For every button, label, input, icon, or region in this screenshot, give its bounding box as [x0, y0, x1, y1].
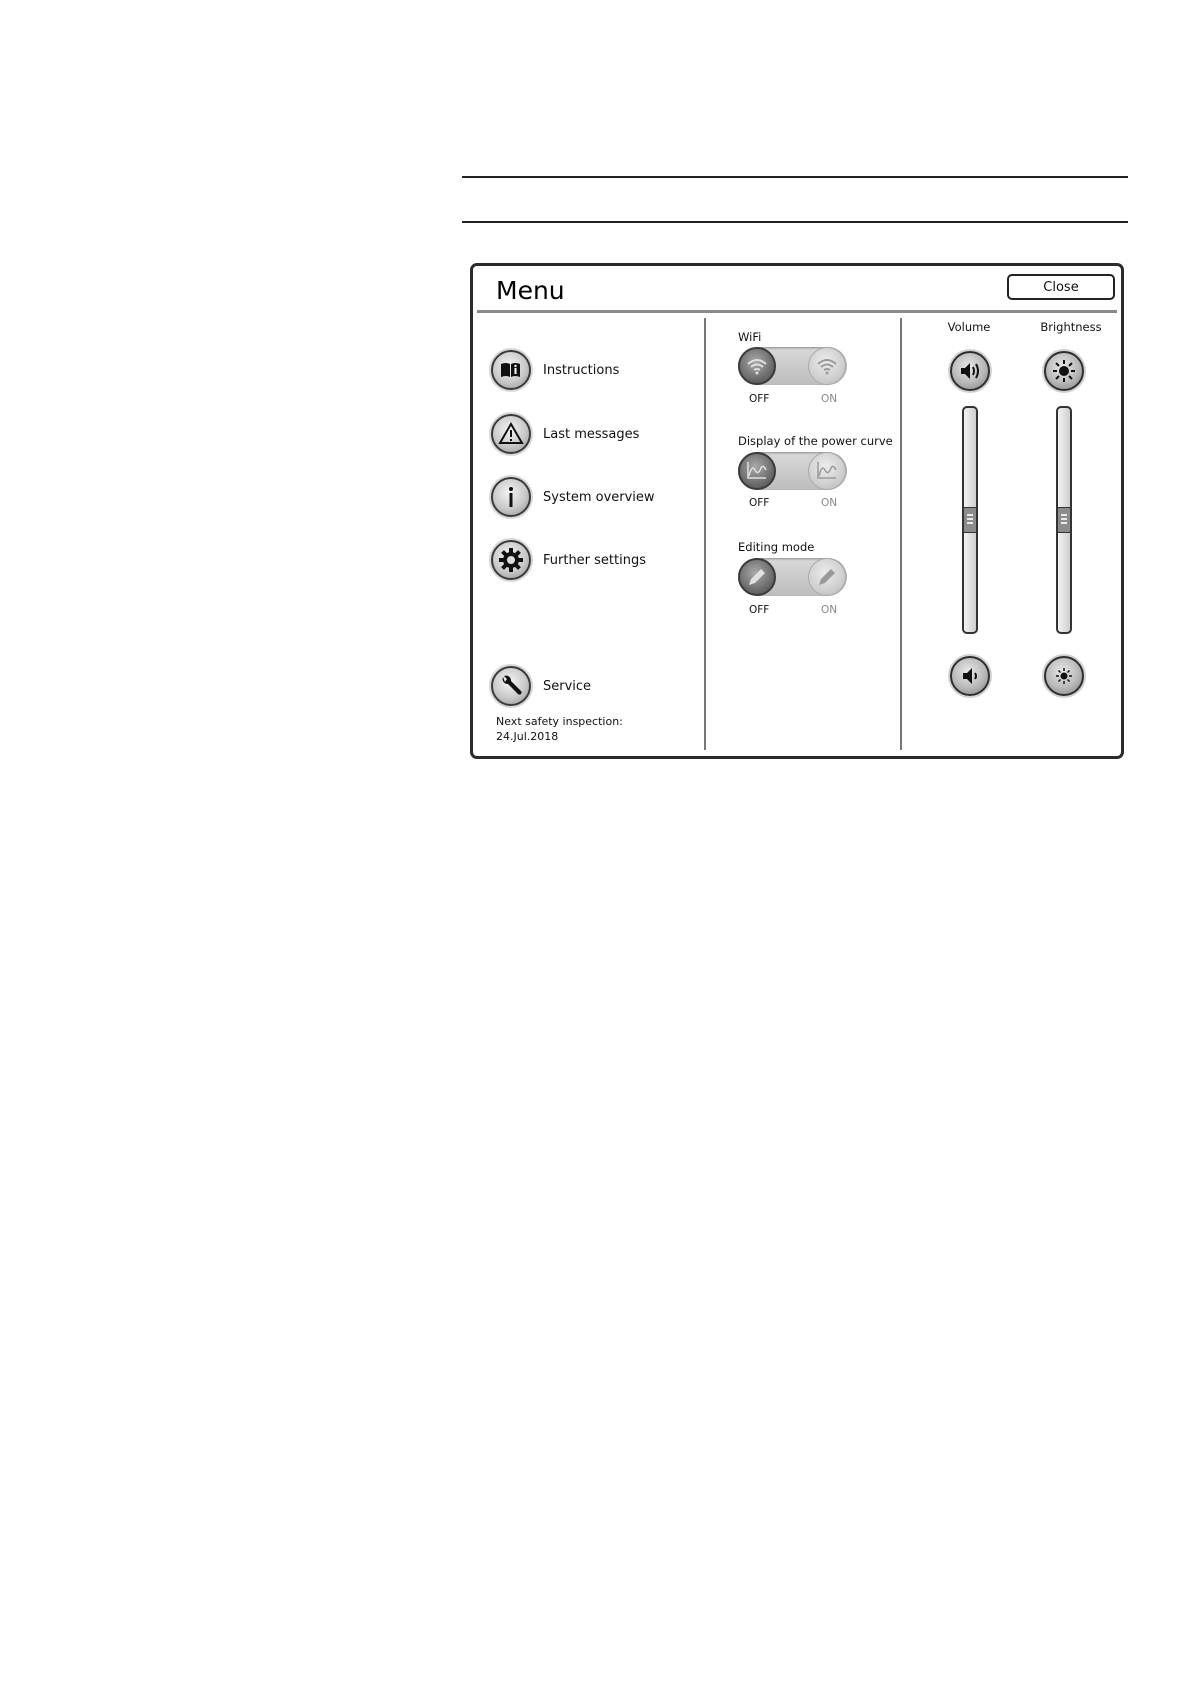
info-icon	[491, 477, 531, 517]
power-curve-toggle[interactable]	[738, 452, 847, 490]
header-divider	[477, 310, 1117, 313]
wifi-off-label: OFF	[749, 393, 770, 405]
menu-item-service[interactable]	[491, 666, 591, 706]
book-info-icon	[491, 350, 531, 390]
column-divider-left	[704, 318, 706, 750]
next-inspection-info	[496, 714, 623, 744]
menu-item-label: System overview	[543, 489, 655, 505]
editing-on-label: ON	[821, 604, 838, 616]
volume-label: Volume	[947, 320, 991, 334]
menu-item-label: Further settings	[543, 552, 647, 568]
volume-down-icon	[957, 663, 983, 689]
brightness-up-button[interactable]	[1044, 351, 1084, 391]
power-curve-label: Display of the power curve	[738, 434, 893, 448]
wifi-off-knob[interactable]	[738, 347, 776, 385]
wifi-label: WiFi	[738, 330, 762, 344]
power-curve-off-label: OFF	[749, 497, 770, 509]
editing-on-knob[interactable]	[808, 558, 846, 596]
menu-item-label: Last messages	[543, 426, 640, 442]
inspection-caption: Next safety inspection:	[496, 715, 623, 728]
volume-down-button[interactable]	[950, 656, 990, 696]
warning-triangle-icon	[491, 414, 531, 454]
wifi-on-knob[interactable]	[808, 347, 846, 385]
pencil-icon	[744, 564, 770, 590]
menu-item-system-overview[interactable]	[491, 477, 655, 517]
pencil-icon	[814, 564, 840, 590]
volume-slider-track[interactable]	[962, 406, 978, 634]
wrench-icon	[491, 666, 531, 706]
editing-off-label: OFF	[749, 604, 770, 616]
menu-item-last-messages[interactable]	[491, 414, 639, 454]
close-button[interactable]: Close	[1007, 274, 1115, 300]
menu-item-further-settings[interactable]	[491, 540, 646, 580]
editing-off-knob[interactable]	[738, 558, 776, 596]
brightness-down-button[interactable]	[1044, 656, 1084, 696]
power-curve-off-knob[interactable]	[738, 452, 776, 490]
power-curve-icon	[814, 458, 840, 484]
wifi-icon	[744, 353, 770, 379]
menu-item-instructions[interactable]	[491, 350, 619, 390]
window-title: Menu	[496, 276, 565, 305]
column-divider-right	[900, 318, 902, 750]
editing-mode-label: Editing mode	[738, 540, 815, 554]
volume-up-button[interactable]	[950, 351, 990, 391]
wifi-icon	[814, 353, 840, 379]
top-rule	[462, 176, 1128, 178]
wifi-toggle[interactable]	[738, 347, 847, 385]
power-curve-icon	[744, 458, 770, 484]
menu-item-label: Service	[543, 678, 592, 694]
second-rule	[462, 221, 1128, 223]
brightness-label: Brightness	[1040, 320, 1102, 334]
menu-window	[470, 263, 1124, 759]
brightness-slider-thumb[interactable]	[1057, 507, 1071, 533]
volume-up-icon	[957, 358, 983, 384]
inspection-date: 24.Jul.2018	[496, 730, 559, 743]
gear-icon	[491, 540, 531, 580]
power-curve-on-knob[interactable]	[808, 452, 846, 490]
power-curve-on-label: ON	[821, 497, 838, 509]
menu-item-label: Instructions	[543, 362, 620, 378]
editing-mode-toggle[interactable]	[738, 558, 847, 596]
brightness-up-icon	[1051, 358, 1077, 384]
volume-slider-thumb[interactable]	[963, 507, 977, 533]
brightness-down-icon	[1051, 663, 1077, 689]
wifi-on-label: ON	[821, 393, 838, 405]
brightness-slider-track[interactable]	[1056, 406, 1072, 634]
